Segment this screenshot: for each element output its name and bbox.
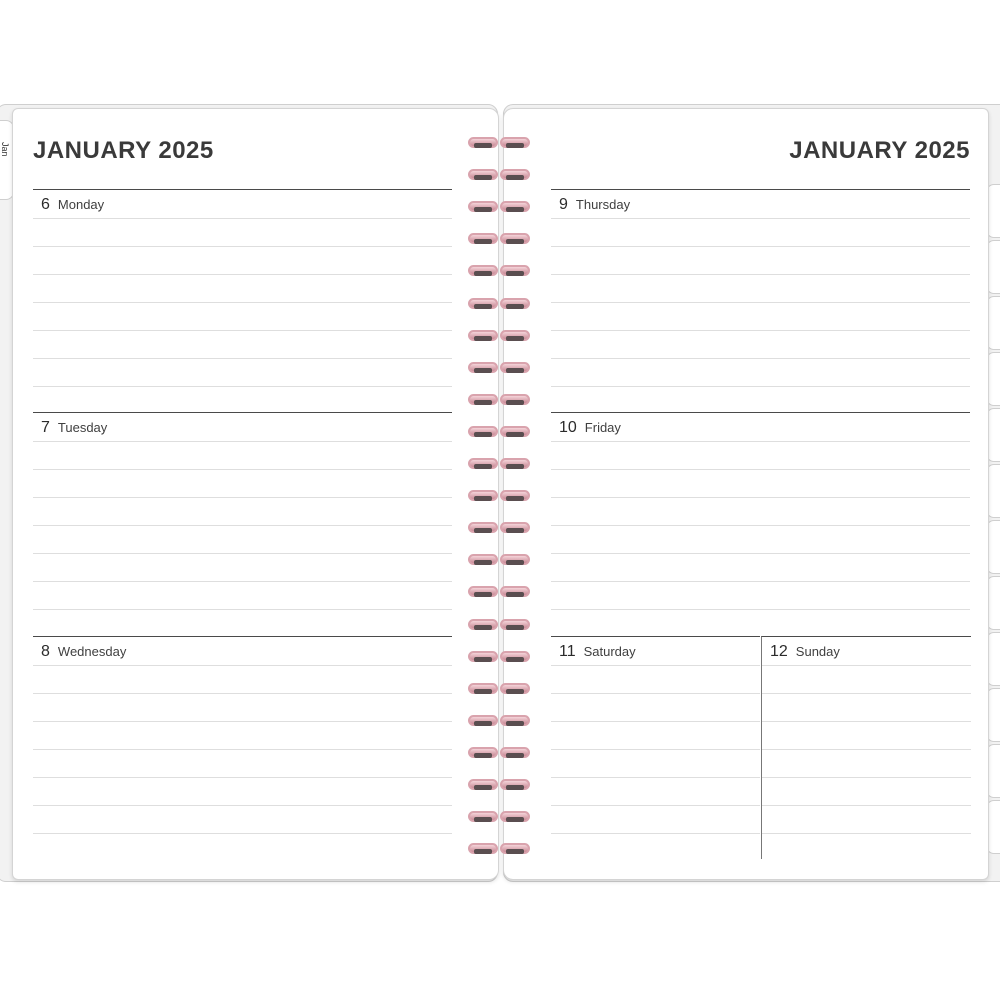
day-number: 7: [41, 419, 50, 436]
writing-line: [551, 274, 970, 275]
spiral-ring: [464, 842, 534, 856]
writing-line: [33, 749, 452, 750]
day-block-wednesday[interactable]: [33, 636, 452, 860]
writing-line: [33, 386, 452, 387]
writing-line: [551, 525, 970, 526]
day-name: Saturday: [583, 644, 636, 659]
spiral-ring: [464, 553, 534, 567]
right-page: [503, 108, 989, 880]
writing-line: [551, 609, 970, 610]
spiral-ring: [464, 489, 534, 503]
writing-line: [33, 609, 452, 610]
day-name: Monday: [57, 197, 105, 212]
day-name: Sunday: [795, 644, 840, 659]
writing-line: [33, 302, 452, 303]
spiral-ring: [464, 778, 534, 792]
day-number: 8: [41, 643, 50, 660]
spiral-ring: [464, 329, 534, 343]
writing-line: [551, 302, 970, 303]
writing-line: [762, 693, 971, 694]
day-block-sunday[interactable]: [761, 636, 971, 859]
writing-line: [762, 665, 971, 666]
writing-line: [33, 441, 452, 442]
writing-line: [551, 330, 970, 331]
day-number: 11: [559, 643, 576, 660]
writing-line: [551, 469, 970, 470]
writing-line: [551, 386, 970, 387]
spiral-ring: [464, 168, 534, 182]
day-block-friday[interactable]: [551, 412, 970, 636]
writing-line: [33, 805, 452, 806]
spiral-ring: [464, 746, 534, 760]
writing-line: [551, 777, 760, 778]
month-title: JANUARY 2025: [33, 137, 214, 164]
day-name: Friday: [584, 420, 621, 435]
writing-line: [33, 497, 452, 498]
day-name: Thursday: [575, 197, 631, 212]
writing-line: [33, 721, 452, 722]
spiral-ring: [464, 264, 534, 278]
writing-line: [33, 693, 452, 694]
spiral-ring: [464, 232, 534, 246]
writing-line: [762, 777, 971, 778]
spiral-ring: [464, 136, 534, 150]
writing-line: [551, 805, 760, 806]
writing-line: [762, 749, 971, 750]
writing-line: [551, 441, 970, 442]
day-number: 12: [770, 643, 788, 660]
spiral-ring: [464, 425, 534, 439]
spiral-ring: [464, 297, 534, 311]
writing-line: [551, 246, 970, 247]
writing-line: [33, 525, 452, 526]
day-number: 10: [559, 419, 577, 436]
spiral-ring: [464, 585, 534, 599]
writing-line: [551, 749, 760, 750]
writing-line: [551, 497, 970, 498]
writing-line: [33, 833, 452, 834]
spiral-ring: [464, 682, 534, 696]
left-page: [12, 108, 499, 880]
spiral-ring: [464, 361, 534, 375]
day-number: 9: [559, 196, 568, 213]
writing-line: [551, 358, 970, 359]
writing-line: [762, 721, 971, 722]
spiral-binding-icon: [464, 136, 536, 866]
writing-line: [33, 581, 452, 582]
spiral-ring: [464, 618, 534, 632]
day-name: Wednesday: [57, 644, 127, 659]
writing-line: [551, 833, 760, 834]
writing-line: [551, 665, 760, 666]
writing-line: [33, 553, 452, 554]
day-number: 6: [41, 196, 50, 213]
spiral-ring: [464, 650, 534, 664]
writing-line: [33, 218, 452, 219]
writing-line: [551, 218, 970, 219]
spiral-ring: [464, 521, 534, 535]
spiral-ring: [464, 393, 534, 407]
month-title: JANUARY 2025: [789, 137, 970, 164]
day-name: Tuesday: [57, 420, 108, 435]
writing-line: [33, 274, 452, 275]
writing-line: [33, 358, 452, 359]
writing-line: [551, 721, 760, 722]
spiral-ring: [464, 200, 534, 214]
writing-line: [551, 693, 760, 694]
spiral-ring: [464, 714, 534, 728]
day-block-saturday[interactable]: [551, 636, 760, 860]
writing-line: [33, 665, 452, 666]
spiral-ring: [464, 457, 534, 471]
day-block-thursday[interactable]: [551, 189, 970, 413]
month-tab-label: Jan: [0, 142, 10, 157]
writing-line: [33, 330, 452, 331]
spiral-ring: [464, 810, 534, 824]
day-block-tuesday[interactable]: [33, 412, 452, 636]
writing-line: [551, 553, 970, 554]
writing-line: [33, 777, 452, 778]
writing-line: [551, 581, 970, 582]
day-block-monday[interactable]: [33, 189, 452, 413]
writing-line: [762, 833, 971, 834]
writing-line: [33, 469, 452, 470]
writing-line: [33, 246, 452, 247]
writing-line: [762, 805, 971, 806]
